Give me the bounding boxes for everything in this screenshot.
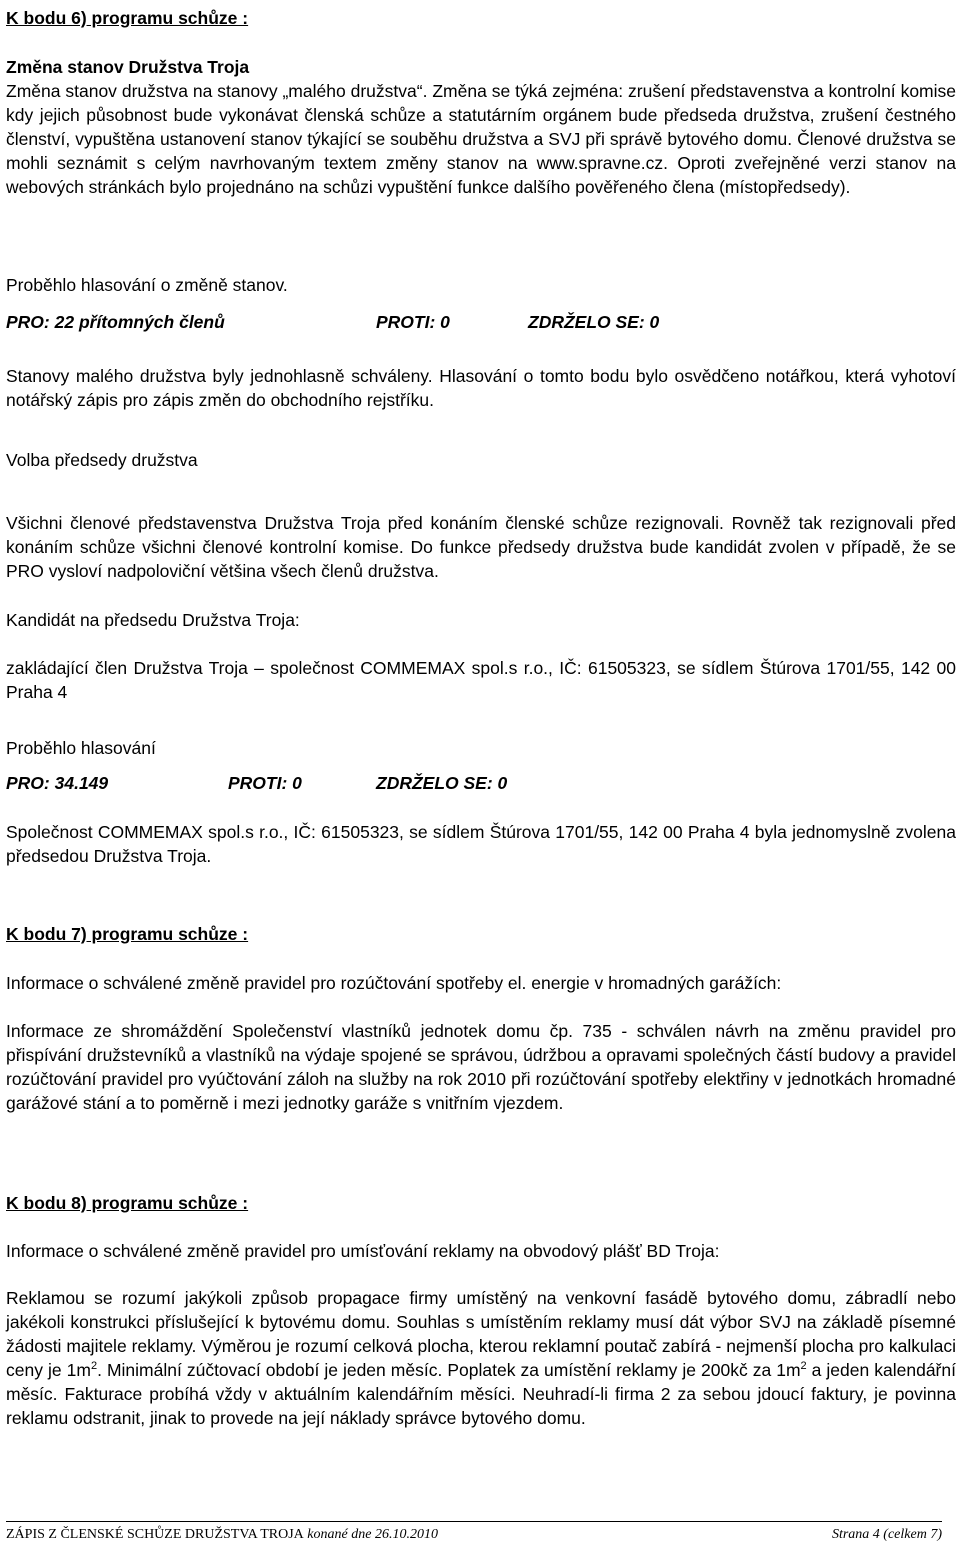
section7-heading: K bodu 7) programu schůze : <box>6 924 249 944</box>
footer-page-number: Strana 4 (celkem 7) <box>831 1527 942 1542</box>
vote2-pro: PRO: 34.149 <box>6 773 109 793</box>
candidate-text: zakládající člen Družstva Troja – společnost COMMEMAX spol.s r.o., IČ: 61505323, se sídlem Štúrova 1701/55, 142 00 Praha 4 <box>6 658 956 702</box>
section8-text: Reklamou se rozumí jakýkoli způsob propagace firmy umístěný na venkovní fasádě bytového domu, zábradlí nebo jakékoli konstrukci příslušející k bytovému domu. Souhlas s umístěním reklamy musí dát výbor SVJ na základě písemné žádosti majitele reklamy. Výměrou je rozumí celková plocha, kterou reklamní poutač zabírá - nejmenší plocha pro kalkulaci ceny je $1m^2$. Minimální zúčtovací období je jeden měsíc. Poplatek za umístění reklamy je 200kč za $1m^2$ a jeden kalendářní měsíc. Fakturace probíhá vždy v aktuálním kalendářním měsíci. Neuhradí-li firma 2 za sebou jdoucí faktury, je povinna reklamu odstranit, jinak to provede na její náklady správce bytového domu. <box>6 1288 956 1428</box>
section6-heading: K bodu 6) programu schůze : <box>6 8 249 28</box>
section7-title: Informace o schválené změně pravidel pro rozúčtování spotřeby el. energie v hromadných garážích: <box>6 973 782 993</box>
footer-title: ZÁPIS Z ČLENSKÉ SCHŮZE DRUŽSTVA TROJA konané dne 26.10.2010 <box>6 1527 438 1542</box>
vote-zdrzelo: ZDRŽELO SE: 0 <box>528 312 660 332</box>
election-text: Všichni členové představenstva Družstva Troja před konáním členské schůze rezignovali. Rovněž tak rezignovali před konáním schůze všichni členové kontrolní komise. Do funkce předsedy družstva bude kandidát zvolen v případě, že se PRO vysloví nadpoloviční většina všech členů družstva. <box>6 513 956 581</box>
candidate-label: Kandidát na předsedu Družstva Troja: <box>6 610 300 630</box>
vote-pro: PRO: 22 přítomných členů <box>6 312 225 332</box>
vote2-intro: Proběhlo hlasování <box>6 738 156 758</box>
page-footer <box>6 1521 942 1542</box>
superscript-2: 2 <box>800 1360 807 1373</box>
vote-result-text: Stanovy malého družstva byly jednohlasně schváleny. Hlasování o tomto bodu bylo osvědčeno notářkou, která vyhotoví notářský zápis pro zápis změn do obchodního rejstříku. <box>6 366 956 410</box>
election-heading: Volba předsedy družstva <box>6 450 198 470</box>
section6-paragraph: Změna stanov družstva na stanovy „malého družstva“. Změna se týká zejména: zrušení představenstva a kontrolní komise kdy jejich působnost bude vykonávat členská schůze a statutárním orgánem bude předseda družstva, zrušení čestného členství, vypuštěna ustanovení stanov týkající se souběhu družstva a SVJ při správě bytového domu. Členové družstva se mohli seznámit s celým navrhovaným textem změny stanov na www.spravne.cz. Oproti zveřejněné verzi stanov na webových stránkách bylo projednáno na schůzi vypuštění funkce dalšího pověřeného člena (místopředsedy). <box>6 81 956 197</box>
superscript-2: 2 <box>90 1360 98 1373</box>
vote2-proti: PROTI: 0 <box>228 773 302 793</box>
section8-title: Informace o schválené změně pravidel pro umísťování reklamy na obvodový plášť BD Troja: <box>6 1241 720 1261</box>
section8-heading: K bodu 8) programu schůze : <box>6 1193 249 1213</box>
vote-intro: Proběhlo hlasování o změně stanov. <box>6 275 288 295</box>
vote-proti: PROTI: 0 <box>376 312 450 332</box>
vote2-zdrzelo: ZDRŽELO SE: 0 <box>376 773 508 793</box>
section7-text: Informace ze shromáždění Společenství vlastníků jednotek domu čp. 735 - schválen návrh na změnu pravidel pro přispívání družstevníků a vlastníků na výdaje spojené se správou, údržbou a opravami společných částí budovy a pravidel rozúčtování pravidel pro vyúčtování záloh na služby na rok 2010 při rozúčtování spotřeby elektřiny v jednotkách hromadné garážové stání a to poměrně i mezi jednotky garáže s vnitřním vjezdem. <box>6 1021 956 1113</box>
election-result-text: Společnost COMMEMAX spol.s r.o., IČ: 61505323, se sídlem Štúrova 1701/55, 142 00 Praha 4 byla jednomyslně zvolena předsedou Družstva Troja. <box>6 822 956 866</box>
section6-subheading: Změna stanov Družstva Troja <box>6 57 250 77</box>
